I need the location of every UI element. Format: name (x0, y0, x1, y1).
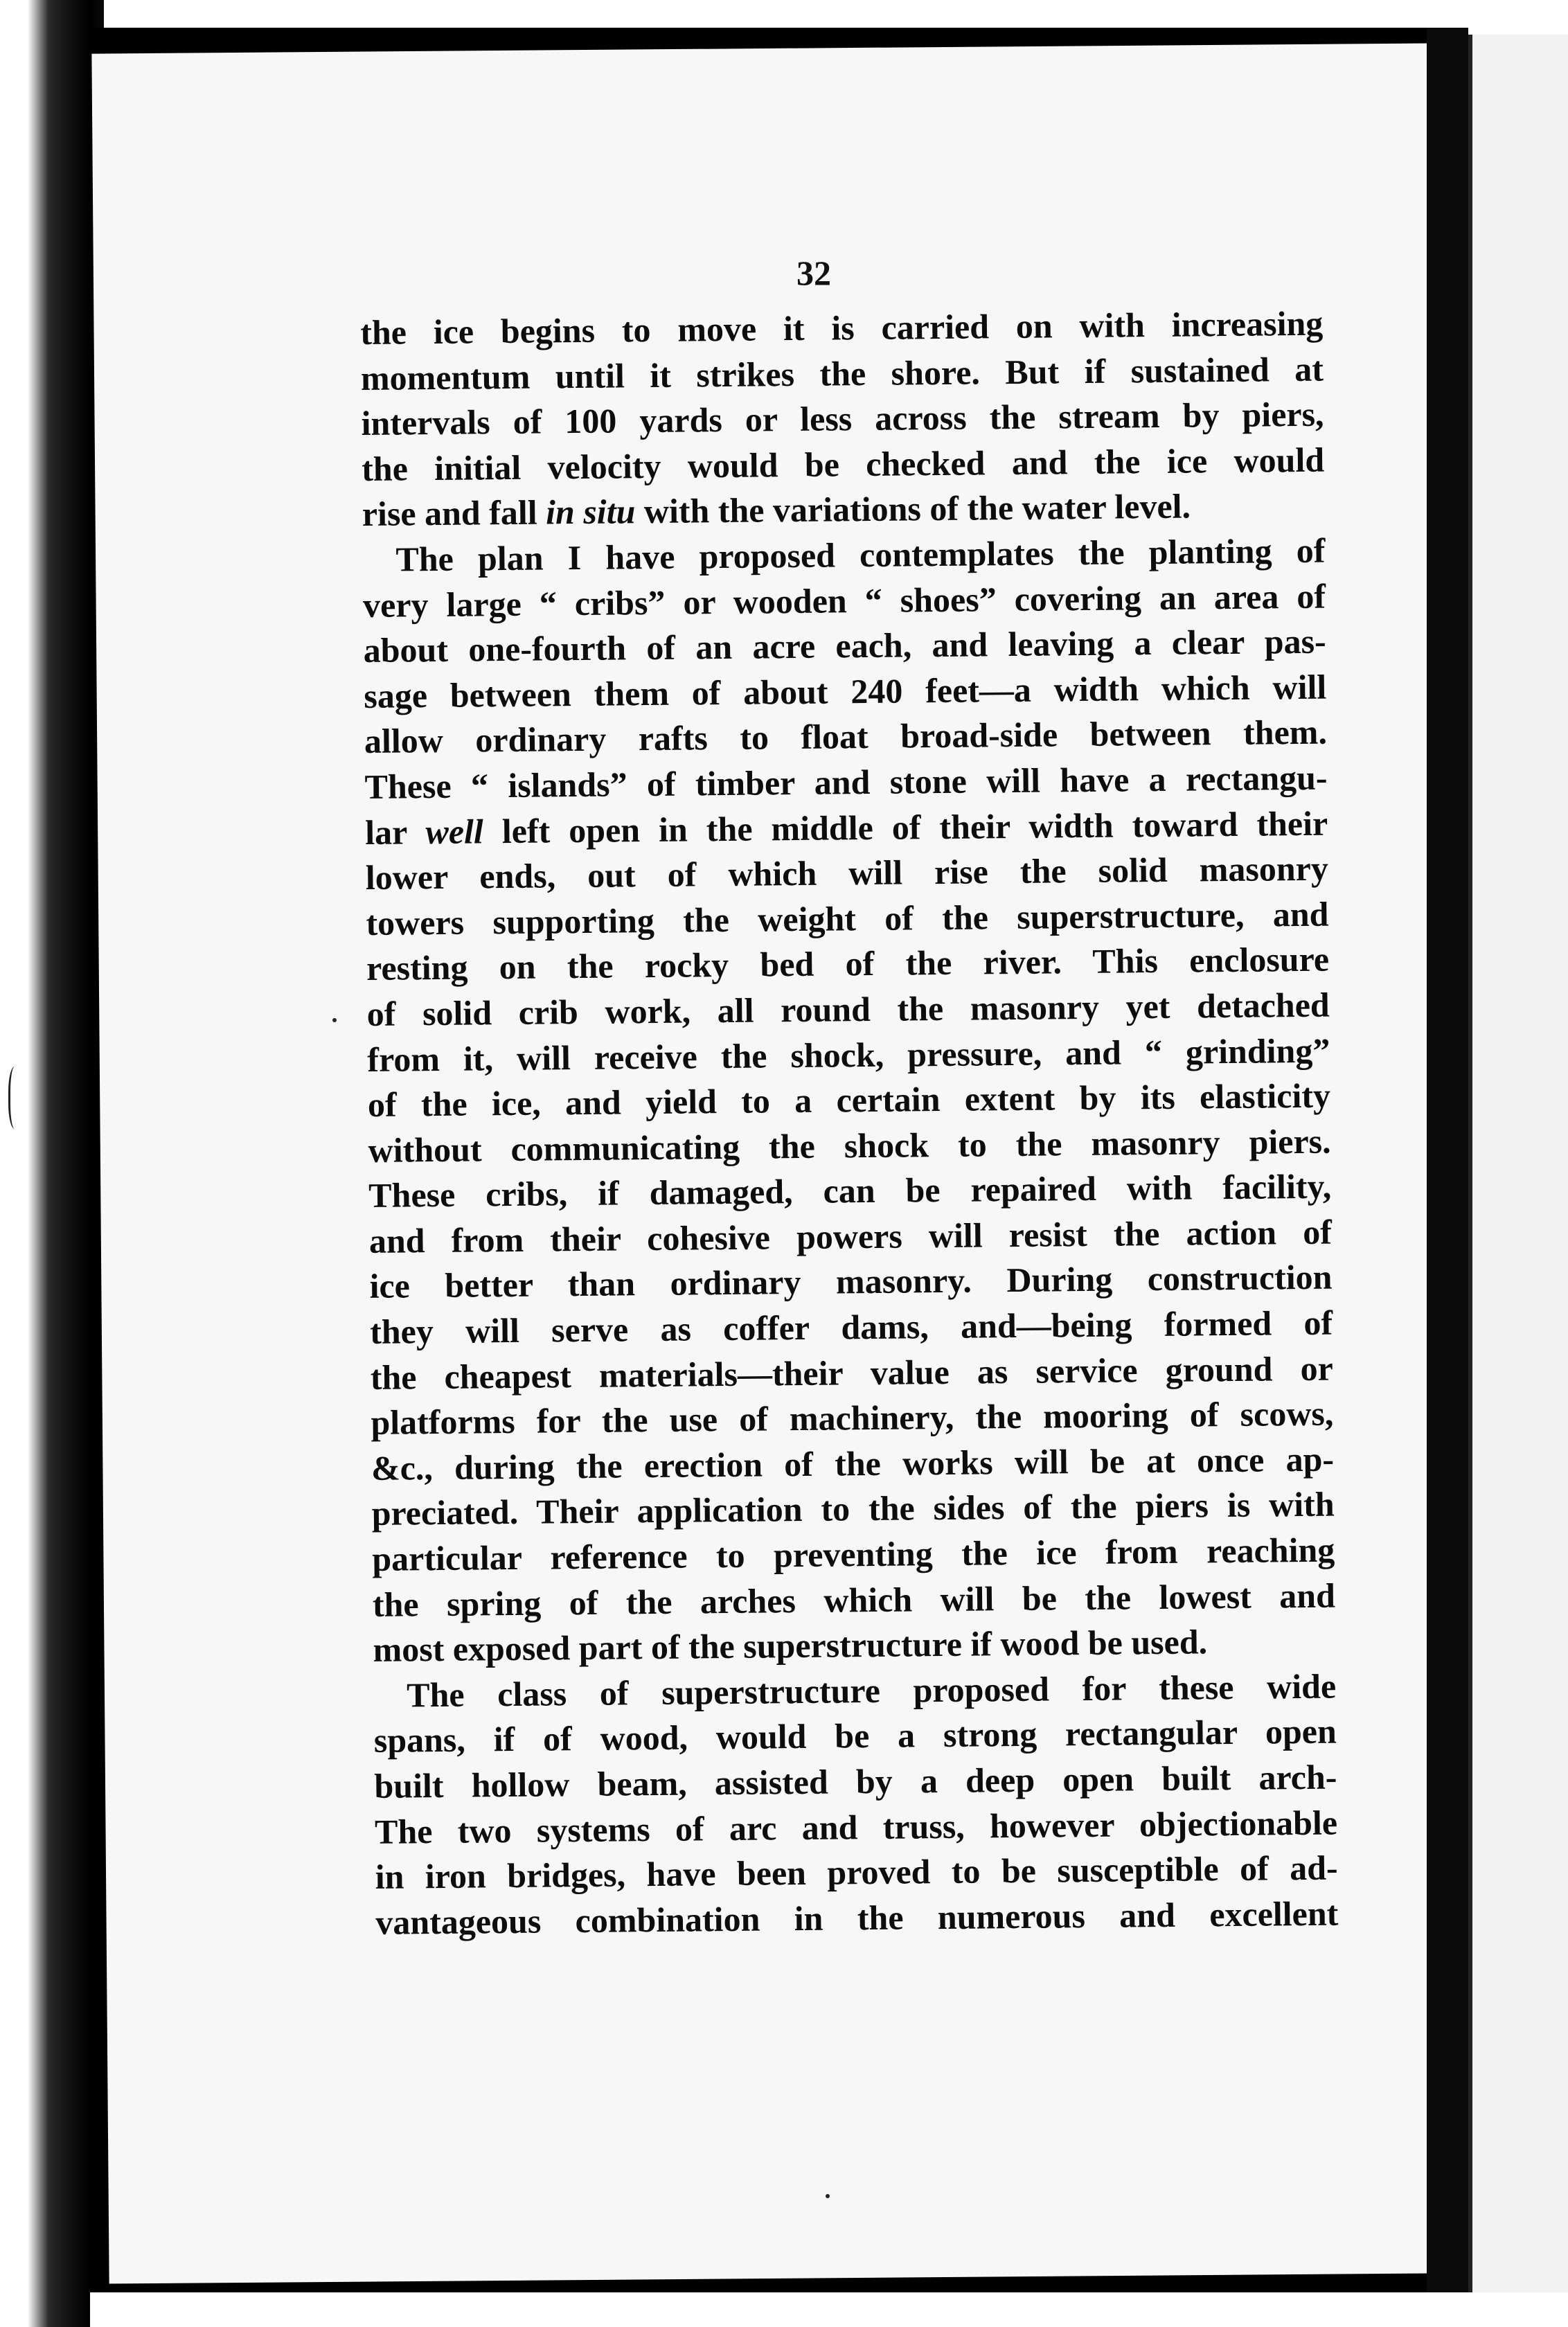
text-line: most exposed part of the superstructure if wood be used. (373, 1622, 1208, 1670)
book-gutter-right (1427, 28, 1468, 2313)
text-line: the ice begins to move it is carried on with increasing (360, 303, 1324, 352)
text-line: of the ice, and yield to a certain extent by its elasticity (367, 1076, 1331, 1125)
text-line: allow ordinary rafts to float broad-side between them. (364, 712, 1328, 761)
text-line: sage between them of about 240 feet—a width which will (364, 667, 1327, 715)
text-line: These “ islands” of timber and stone will have a rectangu- (364, 758, 1328, 806)
text-line: The class of superstructure proposed for these wide (406, 1666, 1337, 1715)
page-number: 32 (796, 253, 831, 292)
text-line: resting on the rocky bed of the river. This enclosure (366, 939, 1330, 988)
text-line: lower ends, out of which will rise the solid masonry (365, 848, 1329, 898)
text-run: with the variations of the water level. (635, 486, 1191, 531)
ink-speck (332, 1018, 337, 1022)
scan-bottom-margin (90, 2292, 1568, 2327)
text-line: particular reference to preventing the ice from reaching (372, 1530, 1335, 1578)
text-line: of solid crib work, all round the masonry yet detached (366, 985, 1330, 1033)
book-binding-left (0, 0, 104, 2327)
text-line: preciated. Their application to the sides of the piers is with (371, 1485, 1335, 1533)
text-line: platforms for the use of machinery, the mooring of scows, (371, 1393, 1334, 1443)
text-line: vantageous combination in the numerous and excellent (375, 1893, 1339, 1942)
text-line: without communicating the shock to the masonry piers. (368, 1121, 1331, 1170)
text-line: towers supporting the weight of the superstructure, and (366, 894, 1329, 943)
text-line: very large “ cribs” or wooden “ shoes” covering an area of (362, 576, 1326, 625)
text-line: in iron bridges, have been proved to be susceptible of ad- (375, 1848, 1338, 1897)
text-run: rise and fall (362, 492, 546, 534)
margin-mark (8, 1067, 24, 1129)
text-line: The two systems of arc and truss, however objectionable (374, 1803, 1338, 1851)
text-line: The plan I have proposed contemplates the planting of (395, 531, 1326, 579)
text-line: they will serve as coffer dams, and—being formed of (369, 1303, 1333, 1351)
text-run: lar (364, 812, 426, 852)
text-line: These cribs, if damaged, can be repaired with facility, (368, 1166, 1332, 1215)
text-line: built hollow beam, assisted by a deep open built arch- (374, 1757, 1337, 1806)
text-line: intervals of 100 yards or less across the stream by piers, (361, 394, 1324, 443)
ink-speck (826, 2194, 830, 2198)
italic-text-run: in situ (545, 492, 636, 532)
text-line: &c., during the erection of the works will be at once ap- (371, 1439, 1335, 1488)
text-run: left open in the middle of their width toward their (483, 803, 1328, 850)
text-line: about one-fourth of an acre each, and leaving a clear pas- (363, 621, 1326, 670)
text-line: and from their cohesive powers will resist the action of (368, 1212, 1333, 1260)
text-line: from it, will receive the shock, pressure, and “ grinding” (367, 1031, 1330, 1079)
italic-text-run: well (425, 811, 484, 851)
body-text (360, 301, 1339, 1946)
text-line: the initial velocity would be checked and the ice would (361, 440, 1325, 488)
text-line: the cheapest materials—their value as service ground or (370, 1348, 1333, 1397)
text-line: ice better than ordinary masonry. During construction (369, 1258, 1333, 1306)
text-line: spans, if of wood, would be a strong rectangular open (373, 1711, 1337, 1760)
adjacent-page-edge (1468, 35, 1568, 2306)
text-line: momentum until it strikes the shore. But if sustained at (360, 349, 1324, 398)
text-line: the spring of the arches which will be the lowest and (372, 1576, 1336, 1624)
